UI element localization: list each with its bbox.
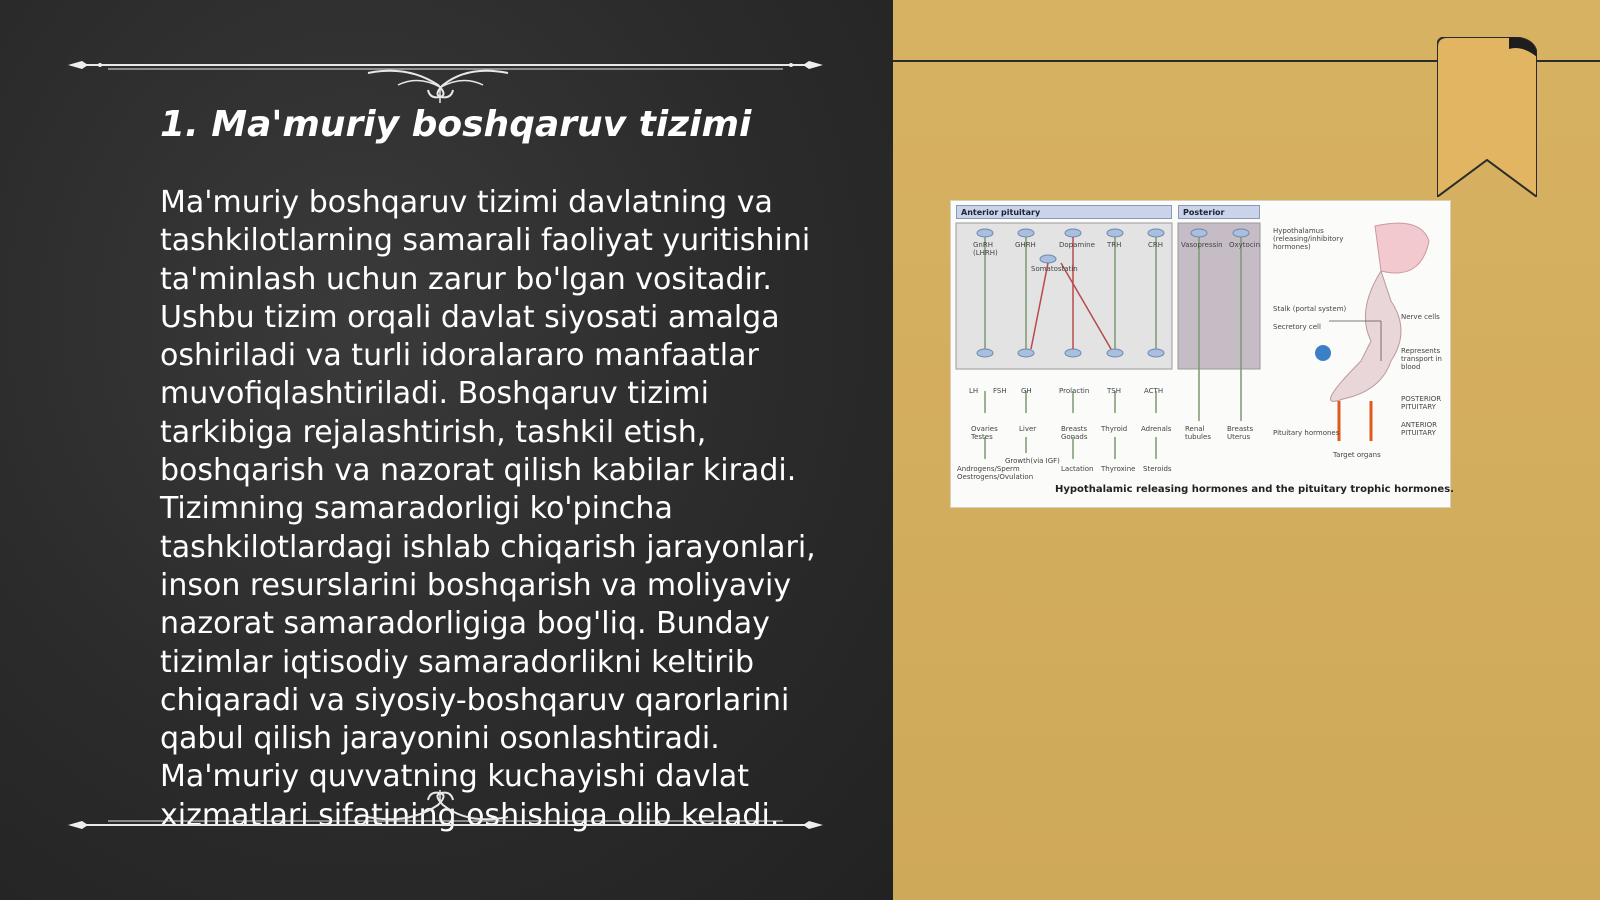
label-somatostatin: Somatostatin xyxy=(1031,265,1078,273)
hormone-diagram-figure xyxy=(950,200,1454,508)
label-gh: GH xyxy=(1021,387,1032,395)
label-prolactin: Prolactin xyxy=(1059,387,1090,395)
label-lactation: Lactation xyxy=(1061,465,1094,473)
label-thyroxine: Thyroxine xyxy=(1101,465,1136,473)
bookmark-ribbon-icon xyxy=(1437,37,1537,197)
figure-caption: Hypothalamic releasing hormones and the pituitary trophic hormones. xyxy=(1055,484,1454,495)
label-anterior-pituitary: ANTERIOR PITUITARY xyxy=(1401,421,1438,437)
label-dopamine: Dopamine xyxy=(1059,241,1095,249)
label-breasts-gonads: Breasts Gonads xyxy=(1061,425,1088,441)
label-ovaries-testes: Ovaries Testes xyxy=(971,425,998,441)
label-adrenals: Adrenals xyxy=(1141,425,1172,433)
label-renal-tubules: Renal tubules xyxy=(1185,425,1211,441)
label-pituitary-hormones: Pituitary hormones xyxy=(1273,429,1340,437)
slide-title: 1. Ma'muriy boshqaruv tizimi xyxy=(160,104,752,145)
label-hypothalamus: Hypothalamus (releasing/inhibitory hormones) xyxy=(1273,227,1344,251)
label-fsh: FSH xyxy=(993,387,1007,395)
label-breasts-uterus: Breasts Uterus xyxy=(1227,425,1254,441)
label-target-organs: Target organs xyxy=(1333,451,1381,459)
label-vasopressin: Vasopressin xyxy=(1181,241,1223,249)
label-secretory-cell: Secretory cell xyxy=(1273,323,1321,331)
label-growth: Growth(via IGF) xyxy=(1005,457,1060,465)
label-transport-blood: Represents transport in blood xyxy=(1401,347,1442,371)
bottom-ornament-divider xyxy=(68,790,823,850)
label-stalk: Stalk (portal system) xyxy=(1273,305,1347,313)
label-thyroid: Thyroid xyxy=(1101,425,1128,433)
label-tsh: TSH xyxy=(1107,387,1121,395)
label-acth: ACTH xyxy=(1144,387,1164,395)
label-liver: Liver xyxy=(1019,425,1037,433)
label-posterior-pituitary: POSTERIOR PITUITARY xyxy=(1401,395,1442,411)
label-steroids: Steroids xyxy=(1143,465,1172,473)
label-crh: CRH xyxy=(1148,241,1164,249)
label-trh: TRH xyxy=(1107,241,1122,249)
posterior-pituitary-header: Posterior xyxy=(1178,205,1260,219)
label-ghrh: GHRH xyxy=(1015,241,1036,249)
slide-body-text: Ma'muriy boshqaruv tizimi davlatning va tashkilotlarning samarali faoliyat yuritishini ta'minlash uchun zarur bo'lgan vositadir. Ushbu tizim orqali davlat siyosati amalga oshiriladi va turli idoralararo manfaatlar muvofiqlashtiriladi. Boshqaruv tizimi tarkibiga rejalashtirish, tashkil etish, boshqarish va nazorat qilish kabilar kiradi. Tizimning samaradorligi ko'pincha tashkilotlardagi ishlab chiqarish jarayonlari, inson resurslarini boshqarish va moliyaviy nazorat samaradorligiga bog'liq. Bunday tizimlar iqtisodiy samaradorlikni keltirib chiqaradi va siyosiy-boshqaruv qarorlarini qabul qilish jarayonini osonlashtiradi. Ma'muriy quvvatning kuchayishi davlat xizmatlari sifatining oshishiga olib keladi. xyxy=(160,185,816,833)
label-lh: LH xyxy=(969,387,979,395)
label-androgens: Androgens/Sperm Oestrogens/Ovulation xyxy=(957,465,1034,481)
label-nerve-cells: Nerve cells xyxy=(1401,313,1440,321)
top-ornament-divider xyxy=(68,45,823,105)
label-gnrh: GnRH (LHRH) xyxy=(973,241,998,257)
anterior-pituitary-header: Anterior pituitary xyxy=(956,205,1172,219)
label-oxytocin: Oxytocin xyxy=(1229,241,1261,249)
